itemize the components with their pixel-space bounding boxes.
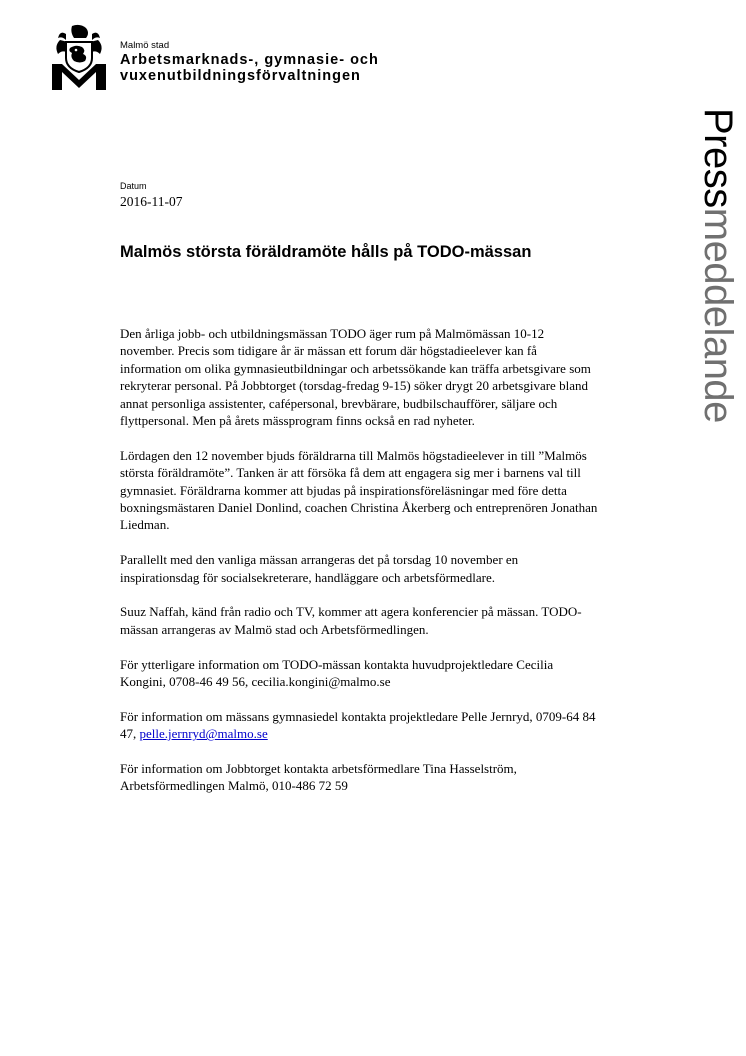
paragraph-intro: Den årliga jobb- och utbildningsmässan TODO äger rum på Malmömässan 10-12 november. Precis som tidigare år är mässan ett forum där högstadieelever kan få information om olika gymnasieutbildningar och arbetssökande kan träffa arbetsgivare som rekryterar personal. På Jobbtorget (torsdag-fredag 9-15) söker drygt 20 arbetsgivare bland annat personliga assistenter, cafépersonal, brevbärare, budbilschaufförer, säljare och flyttpersonal. Men på årets mässprogram finns också en rad nyheter. — [120, 326, 591, 429]
headline: Malmös största föräldramöte hålls på TODO-mässan — [120, 243, 532, 261]
press-word: Press — [696, 108, 740, 208]
press-release-vertical-title — [618, 108, 738, 423]
paragraph-host: Suuz Naffah, känd från radio och TV, kommer att agera konferencier på mässan. TODO-mässan arrangeras av Malmö stad och Arbetsförmedlingen. — [120, 604, 582, 637]
pelle-email-link[interactable]: pelle.jernryd@malmo.se — [139, 726, 268, 742]
paragraph-contact-pelle — [120, 708, 598, 743]
meddelande-word: meddelande — [696, 207, 740, 423]
date-label: Datum — [120, 181, 147, 191]
city-name: Malmö stad — [120, 40, 170, 51]
malmo-coat-of-arms-logo — [52, 24, 108, 90]
date-value: 2016-11-07 — [120, 194, 183, 209]
paragraph-inspiration-day: Parallellt med den vanliga mässan arrangeras det på torsdag 10 november en inspirationsdag för socialsekreterare, handläggare och arbetsförmedlare. — [120, 552, 519, 585]
body-text — [120, 325, 598, 812]
paragraph-contact-cecilia: För ytterligare information om TODO-mässan kontakta huvudprojektledare Cecilia Kongini, 0708-46 49 56, cecilia.kongini@malmo.se — [120, 656, 554, 690]
paragraph-contact-tina: För information om Jobbtorget kontakta arbetsförmedlare Tina Hasselström, Arbetsförmedlingen Malmö, 010-486 72 59 — [120, 761, 517, 794]
contact-pelle-text: För information om mässans gymnasiedel kontakta projektledare Pelle Jernryd, 0709-64 84 47, — [120, 708, 596, 742]
paragraph-parents-meeting: Lördagen den 12 november bjuds föräldrarna till Malmös högstadieelever in till ”Malmös största föräldramöte”. Tanken är att försöka få dem att engagera sig mer i barnens val till gymnasiet. Föräldrarna kommer att bjudas på inspirationsföreläsningar med före detta boxningsmästaren Daniel Donlind, coachen Christina Åkerberg och entreprenören Jonathan Liedman. — [120, 447, 598, 533]
department-name: Arbetsmarknads-, gymnasie- och vuxenutbildningsförvaltningen — [120, 52, 379, 84]
